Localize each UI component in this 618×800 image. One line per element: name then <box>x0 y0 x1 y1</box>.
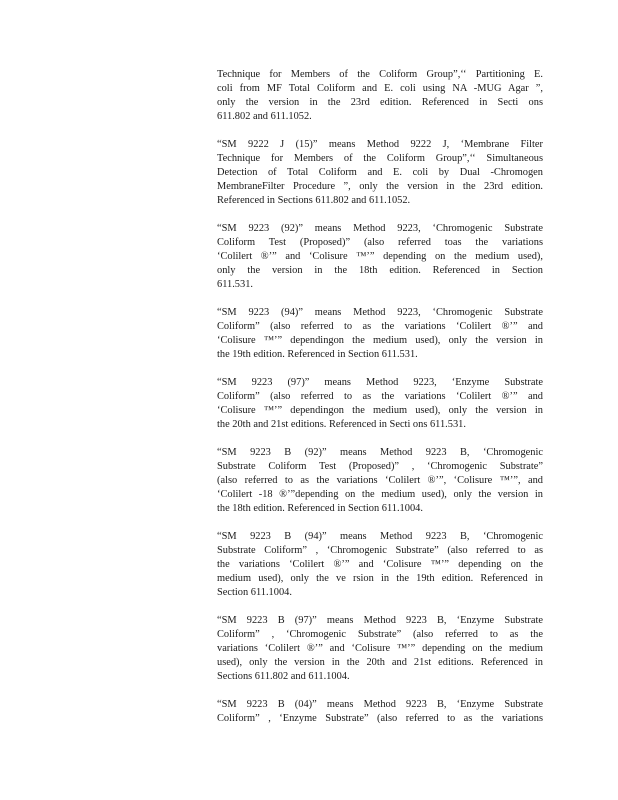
text-line: medium used), only the ve rsion in the 19th edition. Referenced in <box>217 573 543 584</box>
definition-paragraph-sm-9223-94 <box>217 306 543 362</box>
text-column <box>217 68 543 740</box>
text-line: Coliform” , ‘Enzyme Substrate” (also referred to as the variations <box>217 713 543 724</box>
text-line: ‘Colisure ™’” dependingon the medium used), only the version in <box>217 335 543 346</box>
text-line: used), only the version in the 20th and 21st editions. Referenced in <box>217 657 543 668</box>
text-line: “SM 9223 B (04)” means Method 9223 B, ‘Enzyme Substrate <box>217 699 543 710</box>
text-line: “SM 9223 B (94)” means Method 9223 B, ‘Chromogenic <box>217 531 543 542</box>
text-line: Substrate Coliform Test (Proposed)” , ‘Chromogenic Substrate” <box>217 461 543 472</box>
definition-paragraph-sm-9223-b-04 <box>217 698 543 726</box>
text-line: coli from MF Total Coliform and E. coli using NA -MUG Agar ”, <box>217 83 543 94</box>
text-line: ‘Colilert -18 ®’”depending on the medium used), only the version in <box>217 489 543 500</box>
text-line: “SM 9223 (94)” means Method 9223, ‘Chromogenic Substrate <box>217 307 543 318</box>
definition-paragraph-sm-9223-b-94 <box>217 530 543 600</box>
text-line: the 18th edition. Referenced in Section 611.1004. <box>217 503 423 514</box>
text-line: the 19th edition. Referenced in Section 611.531. <box>217 349 418 360</box>
text-line: “SM 9223 B (92)” means Method 9223 B, ‘Chromogenic <box>217 447 543 458</box>
text-line: “SM 9223 B (97)” means Method 9223 B, ‘Enzyme Substrate <box>217 615 543 626</box>
text-line: “SM 9223 (97)” means Method 9223, ‘Enzyme Substrate <box>217 377 543 388</box>
text-line: Coliform” (also referred to as the variations ‘Colilert ®’” and <box>217 391 543 402</box>
text-line: “SM 9222 J (15)” means Method 9222 J, ‘Membrane Filter <box>217 139 543 150</box>
text-line: (also referred to as the variations ‘Colilert ®’”, ‘Colisure ™’”, and <box>217 475 543 486</box>
text-line: ‘Colisure ™’” dependingon the medium used), only the version in <box>217 405 543 416</box>
text-line: Coliform” , ‘Chromogenic Substrate” (also referred to as the <box>217 629 543 640</box>
text-line: only the version in the 18th edition. Referenced in Section <box>217 265 543 276</box>
text-line: MembraneFilter Procedure ”, only the version in the 23rd edition. <box>217 181 543 192</box>
text-line: the variations ‘Colilert ®’” and ‘Colisure ™’” depending on the <box>217 559 543 570</box>
text-line: only the version in the 23rd edition. Referenced in Secti ons <box>217 97 543 108</box>
text-line: Coliform” (also referred to as the variations ‘Colilert ®’” and <box>217 321 543 332</box>
definition-paragraph-sm-9223-92 <box>217 222 543 292</box>
text-line: 611.802 and 611.1052. <box>217 111 312 122</box>
text-line: ‘Colilert ®’” and ‘Colisure ™’” depending on the medium used), <box>217 251 543 262</box>
definition-paragraph-coliform-group-cont <box>217 68 543 124</box>
text-line: Detection of Total Coliform and E. coli by Dual -Chromogen <box>217 167 543 178</box>
text-line: Technique for Members of the Coliform Group”,‘‘ Partitioning E. <box>217 69 543 80</box>
text-line: Technique for Members of the Coliform Group”,‘‘ Simultaneous <box>217 153 543 164</box>
text-line: Sections 611.802 and 611.1004. <box>217 671 350 682</box>
definition-paragraph-sm-9223-b-97 <box>217 614 543 684</box>
text-line: variations ‘Colilert ®’” and ‘Colisure ™’” depending on the medium <box>217 643 543 654</box>
definition-paragraph-sm-9223-b-92 <box>217 446 543 516</box>
text-line: “SM 9223 (92)” means Method 9223, ‘Chromogenic Substrate <box>217 223 543 234</box>
text-line: Substrate Coliform” , ‘Chromogenic Substrate” (also referred to as <box>217 545 543 556</box>
text-line: 611.531. <box>217 279 253 290</box>
text-line: Coliform Test (Proposed)” (also referred toas the variations <box>217 237 543 248</box>
text-line: the 20th and 21st editions. Referenced in Secti ons 611.531. <box>217 419 466 430</box>
text-line: Section 611.1004. <box>217 587 292 598</box>
definition-paragraph-sm-9223-97 <box>217 376 543 432</box>
definition-paragraph-sm-9222-j-15 <box>217 138 543 208</box>
text-line: Referenced in Sections 611.802 and 611.1052. <box>217 195 411 206</box>
